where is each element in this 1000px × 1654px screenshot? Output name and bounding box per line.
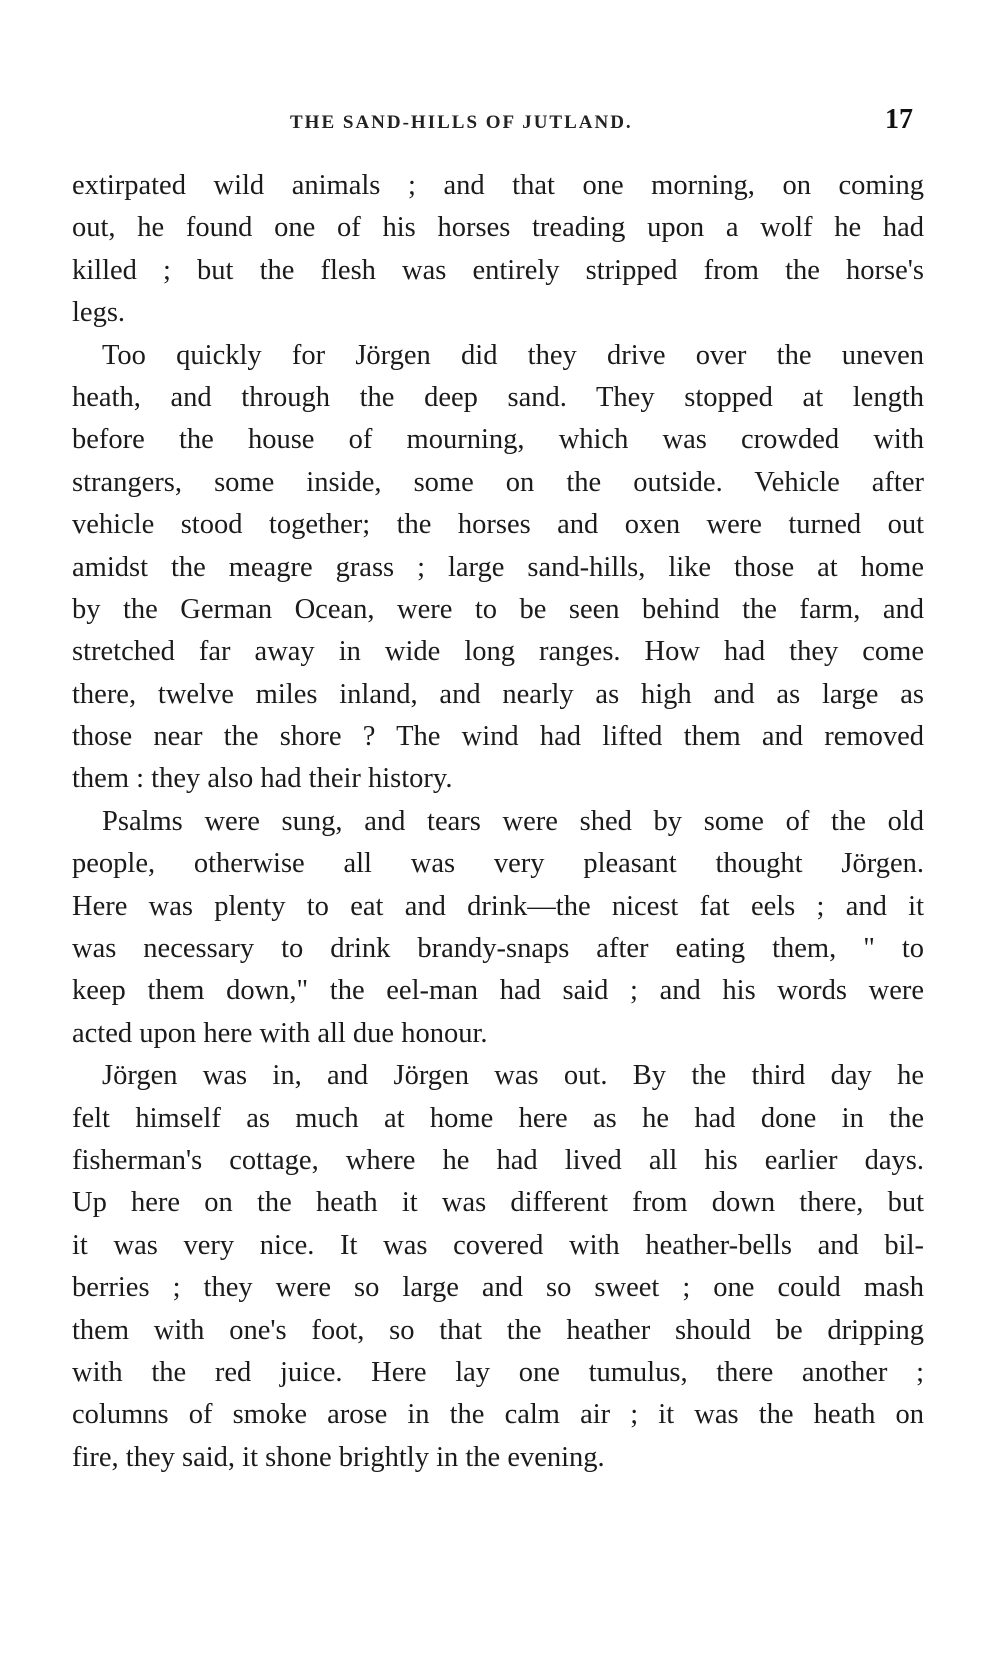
text-line: fire, they said, it shone brightly in the evening. [72,1441,605,1473]
text-line: it was very nice. It was covered with heather-bells and bil- [72,1229,924,1261]
text-line: there, twelve miles inland, and nearly as high and as large as [72,678,924,710]
text-line: strangers, some inside, some on the outside. Vehicle after [72,466,924,498]
text-line: Jörgen was in, and Jörgen was out. By the third day he [102,1060,924,1092]
text-line: heath, and through the deep sand. They stopped at length [72,381,924,413]
text-line: columns of smoke arose in the calm air ; it was the heath on [72,1399,924,1431]
paragraph [72,165,924,335]
text-line: was necessary to drink brandy-snaps after eating them, " to [72,933,924,965]
text-line: Up here on the heath it was different from down there, but [72,1187,924,1219]
paragraph [72,335,924,801]
text-line: with the red juice. Here lay one tumulus, there another ; [72,1356,924,1388]
paragraph [72,1055,924,1479]
text-line: those near the shore ? The wind had lifted them and removed [72,721,924,753]
text-line: fisherman's cottage, where he had lived all his earlier days. [72,1144,924,1176]
text-line: felt himself as much at home here as he had done in the [72,1102,924,1134]
text-line: extirpated wild animals ; and that one morning, on coming [72,170,924,201]
text-line: Too quickly for Jörgen did they drive over the uneven [102,339,924,371]
text-line: out, he found one of his horses treading upon a wolf he had [72,212,924,244]
text-line: by the German Ocean, were to be seen behind the farm, and [72,593,924,625]
text-line: berries ; they were so large and so sweet ; one could mash [72,1272,924,1304]
page-number: 17 [885,104,913,135]
paragraph [72,801,924,1055]
text-line: them : they also had their history. [72,763,453,795]
text-line: Psalms were sung, and tears were shed by some of the old [102,805,924,837]
text-line: vehicle stood together; the horses and oxen were turned out [72,509,924,541]
text-line: killed ; but the flesh was entirely stripped from the horse's [72,254,924,286]
text-line: people, otherwise all was very pleasant thought Jörgen. [72,848,924,880]
text-line: legs. [72,297,126,329]
text-line: them with one's foot, so that the heather should be dripping [72,1314,924,1346]
running-head-title: THE SAND-HILLS OF JUTLAND. [290,112,633,133]
text-line: stretched far away in wide long ranges. How had they come [72,636,924,668]
text-line: acted upon here with all due honour. [72,1017,488,1049]
text-line: amidst the meagre grass ; large sand-hills, like those at home [72,551,924,583]
body-text [72,165,924,1479]
text-line: before the house of mourning, which was crowded with [72,424,924,456]
text-line: keep them down," the eel-man had said ; and his words were [72,975,924,1007]
text-line: Here was plenty to eat and drink—the nicest fat eels ; and it [72,890,924,922]
